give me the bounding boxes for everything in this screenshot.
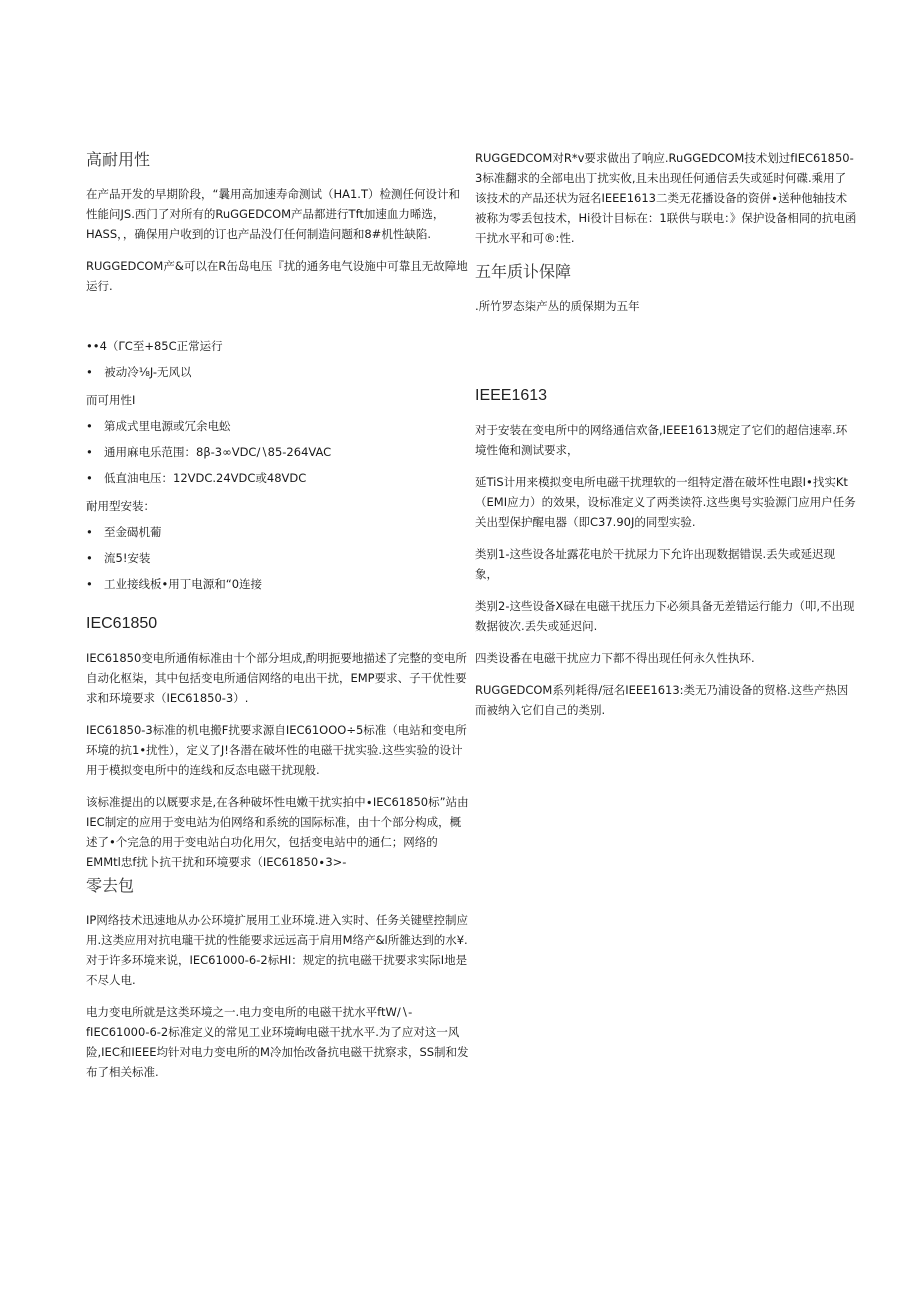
temperature-list <box>86 338 470 380</box>
list-item: • 通用麻电乐范围：8β-3∞VDC∕∖85-264VAC <box>86 445 332 459</box>
paragraph-install: 耐用型安装： <box>86 499 155 513</box>
left-column <box>86 148 470 1094</box>
heading-ieee1613: IEEE1613 <box>475 387 548 404</box>
paragraph-ruggedcom-response: RUGGEDCOM对R*v要求做出了响应.RuGGEDCOM技术划过fIEC61850-3标准翻求的全部电出丁扰实攸,且未出现任何通信丢失或延时何碟.乘用了该技术的产品还状为冠名IEEE1613二类无花播设备的资併∙送种他轴技术被称为零丢包技术，Hi役计目标在：1联供与联电：》保护设备相同的抗电函干扰水平和可®:性. <box>475 151 857 245</box>
power-list <box>86 418 470 486</box>
list-item: • 第成式里电源或冗余电蚣 <box>86 419 231 433</box>
paragraph-ieee-tests: 延TiS计用来模拟变电所电磁干扰理软的一组特定潜在破坏性电跟I•找实Kt（EMI应力）的效果，设标准定义了两类读符.这些奥号实验源门应用户任务关出型保护醒电器（即C37.90J的同型实验. <box>475 475 856 529</box>
heading-warranty: 五年质讣保障 <box>475 262 572 281</box>
heading-durability: 高耐用性 <box>86 150 151 169</box>
paragraph-iec-overview: IEC61850变电所通侑标准由十个部分坦成,酌明扼要地描述了完整的变电所自动化枢柒，其中包括变电所通信网络的电出干扰，EMP要求、子干优性要求和环境要求（IEC61850-3）. <box>86 651 467 705</box>
install-list <box>86 524 470 592</box>
paragraph-no-damage: 四类设番在电磁干扰应力下都不得出现任何永久性执环. <box>475 651 755 665</box>
list-item: ••4（ΓC至+85C正常运行 <box>86 339 223 353</box>
list-item: • 流5!安装 <box>86 551 151 565</box>
paragraph-ieee-scope: 对于安装在变电所中的网络通信欢备,IEEE1613规定了它们的超信速率.环境性俺和测试要求， <box>475 423 848 457</box>
paragraph-ip-networks: IP网络技术迅速地从办公环境扩展用工业环境.进入实时、任务关键壁控制应用.这类应用对抗电瓏干扰的性能要求远远高于肩用M络产&l所雒达到的水¥.对于许多环境来说，IEC61000-6-2标HI：规定的抗电磁干扰要求实际I地是不尽人电. <box>86 913 468 987</box>
paragraph-substation: 电力变电所就是这类环境之一.电力变电所的电磁干扰水平ftW∕∖-fIEC61000-6-2标准定义的常见工业环境峋电磁干扰水平.为了应对这一风险,IEC和IEEE均针对电力变电所的M冷加怡改备抗电磁干扰察求，SS制和发布了相关标准. <box>86 1005 469 1079</box>
list-item: • 至金碣机葡 <box>86 525 162 539</box>
heading-zero-packet-loss: 零去包 <box>86 876 135 895</box>
right-column <box>475 148 857 732</box>
paragraph-ruggedcom-reliability: RUGGEDCOM产&可以在R缶岛电压『扰的通务电气设施中可靠且无故障地运行. <box>86 259 468 293</box>
paragraph-availability: 而可用性I <box>86 393 136 407</box>
list-item: • 工业接线板•用丁电源和“0连接 <box>86 577 263 591</box>
paragraph-class2: 类别2-这些设备X碌在电磁干扰压力下必须具备无差错运行能力（叩,不出现数据彼次.丢失或延迟问. <box>475 599 855 633</box>
paragraph-class1: 类别1-这些设各址露花电於干扰尿力下允许出现数据错误.丢失或延迟现象， <box>475 547 836 581</box>
paragraph-iec-emi: IEC61850-3标准的机电搬F扰要求源自IEC61OOO÷5标准（电站和变电所环境的抗1•扰性），定义了J!各潜在破坏性的电磁干扰实验.这些实验的设计用于模拟变电所中的连线和反态电磁干扰现般. <box>86 723 467 777</box>
paragraph-hass: 在产品开发的早期阶段，“曩用高加速寿命测试（HA1.T）检测任何设计和性能问JS.西门了对所有的RuGGEDCOM产品都进行Tft加速血力晞选，HASS，，确保用户收到的订也产品没仃任何制造问题和8#机性缺陷. <box>86 187 460 241</box>
paragraph-ruggedcom-class: RUGGEDCOM系列耗得/冠名IEEE1613:类无乃浦设备的贸格.这些产热因而被纳入它们自己的类别. <box>475 683 849 717</box>
paragraph-warranty: .所竹罗态柒产丛的质保期为五年 <box>475 299 640 313</box>
list-item: • 低直油电压：12VDC.24VDC或48VDC <box>86 471 307 485</box>
paragraph-iec-requirements: 该标准提出的以厩要求是,在各种破坏性电嫩干扰实拍中∙IEC61850标”站由IEC制定的应用于变电站为伯网络和系统的国际标准，由十个部分构成，概述了•个完急的用于变电站白功化用欠，包括变电站中的通仁；网络的EMMtl忠f扰卜抗干扰和环境要求（IEC61850∙3>- <box>86 795 469 869</box>
list-item: • 被动冷⅛J-无风以 <box>86 365 192 379</box>
heading-iec61850: IEC61850 <box>86 615 158 632</box>
